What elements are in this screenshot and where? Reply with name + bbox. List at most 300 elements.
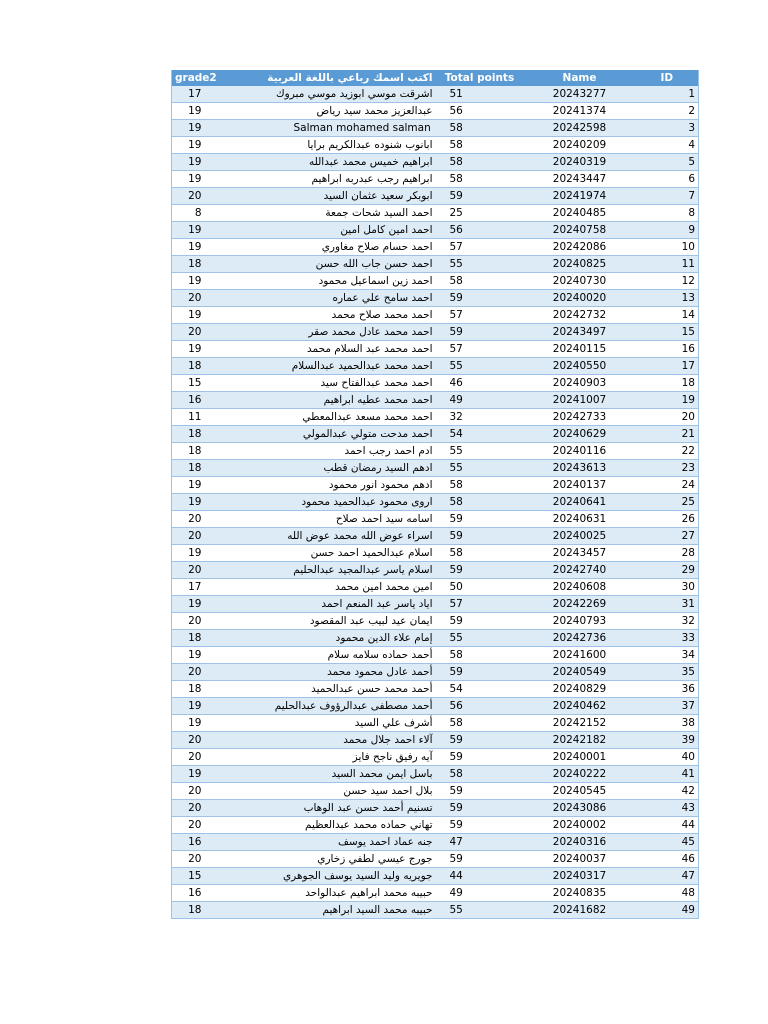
grades-table [171,70,699,919]
total-points-cell[interactable]: 47 [436,834,524,851]
arabic-name-cell[interactable]: حبيبه محمد السيد ابراهيم [232,902,436,919]
header-id[interactable]: ID [636,70,699,86]
table-row [172,392,699,409]
total-points-cell[interactable]: 58 [436,171,524,188]
grade-cell[interactable]: 20 [172,817,232,834]
table-row [172,868,699,885]
name-cell[interactable]: 20240545 [524,783,636,800]
id-cell[interactable]: 43 [636,800,699,817]
name-cell[interactable]: 20240829 [524,681,636,698]
id-cell[interactable]: 19 [636,392,699,409]
grade-cell[interactable]: 17 [172,86,232,103]
name-cell[interactable]: 20240209 [524,137,636,154]
arabic-name-cell[interactable]: احمد محمد مسعد عبدالمعطي [232,409,436,426]
grade-cell[interactable]: 19 [172,596,232,613]
name-cell[interactable]: 20242269 [524,596,636,613]
name-cell[interactable]: 20242086 [524,239,636,256]
id-cell[interactable]: 42 [636,783,699,800]
table-row [172,154,699,171]
table-row [172,851,699,868]
arabic-name-cell[interactable]: حبيبه محمد ابراهيم عبدالواحد [232,885,436,902]
arabic-name-cell[interactable]: باسل ايمن محمد السيد [232,766,436,783]
grade-cell[interactable]: 20 [172,324,232,341]
id-cell[interactable]: 40 [636,749,699,766]
grade-cell[interactable]: 18 [172,256,232,273]
grade-cell[interactable]: 16 [172,834,232,851]
name-cell[interactable]: 20241682 [524,902,636,919]
arabic-name-cell[interactable]: اروى محمود عبدالحميد محمود [232,494,436,511]
arabic-name-cell[interactable]: احمد السيد شحات جمعة [232,205,436,222]
name-cell[interactable]: 20240793 [524,613,636,630]
name-cell[interactable]: 20240002 [524,817,636,834]
name-cell[interactable]: 20240116 [524,443,636,460]
id-cell[interactable]: 11 [636,256,699,273]
id-cell[interactable]: 17 [636,358,699,375]
table-row [172,902,699,919]
arabic-name-cell[interactable]: احمد حسام صلاح مغاوري [232,239,436,256]
id-cell[interactable]: 27 [636,528,699,545]
name-cell[interactable]: 20240825 [524,256,636,273]
name-cell[interactable]: 20243086 [524,800,636,817]
total-points-cell[interactable]: 55 [436,358,524,375]
grade-cell[interactable]: 18 [172,426,232,443]
table-row [172,103,699,120]
name-cell[interactable]: 20240319 [524,154,636,171]
id-cell[interactable]: 30 [636,579,699,596]
total-points-cell[interactable]: 59 [436,188,524,205]
name-cell[interactable]: 20241007 [524,392,636,409]
name-cell[interactable]: 20240316 [524,834,636,851]
id-cell[interactable]: 23 [636,460,699,477]
arabic-name-cell[interactable]: ايمان عيد لبيب عبد المقصود [232,613,436,630]
total-points-cell[interactable]: 58 [436,154,524,171]
table-row [172,664,699,681]
name-cell[interactable]: 20241374 [524,103,636,120]
table-row [172,443,699,460]
total-points-cell[interactable]: 59 [436,613,524,630]
id-cell[interactable]: 47 [636,868,699,885]
id-cell[interactable]: 1 [636,86,699,103]
name-cell[interactable]: 20243613 [524,460,636,477]
id-cell[interactable]: 45 [636,834,699,851]
name-cell[interactable]: 20240137 [524,477,636,494]
arabic-name-cell[interactable]: أحمد مصطفى عبدالرؤوف عبدالحليم [232,698,436,715]
total-points-cell[interactable]: 59 [436,290,524,307]
id-cell[interactable]: 22 [636,443,699,460]
arabic-name-cell[interactable]: ابوبكر سعيد عثمان السيد [232,188,436,205]
header-arabic-name[interactable]: اكتب اسمك رباعي باللغة العربية [232,70,436,86]
total-points-cell[interactable]: 49 [436,392,524,409]
total-points-cell[interactable]: 25 [436,205,524,222]
table-row [172,834,699,851]
arabic-name-cell[interactable]: احمد محمد عطيه ابراهيم [232,392,436,409]
grade-cell[interactable]: 16 [172,392,232,409]
table-row [172,545,699,562]
name-cell[interactable]: 20240037 [524,851,636,868]
name-cell[interactable]: 20240222 [524,766,636,783]
id-cell[interactable]: 41 [636,766,699,783]
total-points-cell[interactable]: 57 [436,596,524,613]
total-points-cell[interactable]: 58 [436,545,524,562]
id-cell[interactable]: 38 [636,715,699,732]
grade-cell[interactable]: 18 [172,358,232,375]
id-cell[interactable]: 7 [636,188,699,205]
table-row [172,239,699,256]
grade-cell[interactable]: 17 [172,579,232,596]
table-row [172,460,699,477]
id-cell[interactable]: 29 [636,562,699,579]
grade-cell[interactable]: 19 [172,120,232,137]
arabic-name-cell[interactable]: أحمد محمد حسن عبدالحميد [232,681,436,698]
name-cell[interactable]: 20242733 [524,409,636,426]
table-row [172,477,699,494]
arabic-name-cell[interactable]: آيه رفيق ناجح فايز [232,749,436,766]
total-points-cell[interactable]: 56 [436,698,524,715]
name-cell[interactable]: 20243497 [524,324,636,341]
arabic-name-cell[interactable]: احمد حسن جاب الله حسن [232,256,436,273]
arabic-name-cell[interactable]: احمد محمد عادل محمد صقر [232,324,436,341]
table-row [172,511,699,528]
total-points-cell[interactable]: 51 [436,86,524,103]
id-cell[interactable]: 49 [636,902,699,919]
arabic-name-cell[interactable]: ابراهيم خميس محمد عبدالله [232,154,436,171]
grade-cell[interactable]: 20 [172,800,232,817]
grade-cell[interactable]: 19 [172,341,232,358]
grade-cell[interactable]: 20 [172,290,232,307]
total-points-cell[interactable]: 44 [436,868,524,885]
arabic-name-cell[interactable]: احمد محمد عبدالفتاح سيد [232,375,436,392]
name-cell[interactable]: 20242740 [524,562,636,579]
header-grade[interactable]: grade2 [172,70,232,86]
grade-cell[interactable]: 20 [172,783,232,800]
total-points-cell[interactable]: 59 [436,664,524,681]
table-row [172,630,699,647]
total-points-cell[interactable]: 56 [436,222,524,239]
table-row [172,290,699,307]
table-row [172,579,699,596]
table-row [172,86,699,103]
table-row [172,528,699,545]
table-row [172,256,699,273]
arabic-name-cell[interactable]: ابانوب شنوده عبدالكريم برايا [232,137,436,154]
header-total-points[interactable]: Total points [436,70,524,86]
grade-cell[interactable]: 19 [172,154,232,171]
total-points-cell[interactable]: 58 [436,715,524,732]
table-row [172,647,699,664]
name-cell[interactable]: 20240462 [524,698,636,715]
id-cell[interactable]: 28 [636,545,699,562]
total-points-cell[interactable]: 58 [436,120,524,137]
name-cell[interactable]: 20240835 [524,885,636,902]
name-cell[interactable]: 20240549 [524,664,636,681]
arabic-name-cell[interactable]: اشرقت موسي ابوزيد موسي مبروك [232,86,436,103]
id-cell[interactable]: 21 [636,426,699,443]
arabic-name-cell[interactable]: ادم احمد رجب احمد [232,443,436,460]
table-row [172,681,699,698]
grade-cell[interactable]: 19 [172,647,232,664]
arabic-name-cell[interactable]: احمد مدحت متولي عبدالمولي [232,426,436,443]
name-cell[interactable]: 20240317 [524,868,636,885]
id-cell[interactable]: 25 [636,494,699,511]
table-row [172,613,699,630]
name-cell[interactable]: 20240629 [524,426,636,443]
total-points-cell[interactable]: 59 [436,511,524,528]
grade-cell[interactable]: 15 [172,375,232,392]
total-points-cell[interactable]: 55 [436,460,524,477]
arabic-name-cell[interactable]: إمام علاء الدين محمود [232,630,436,647]
total-points-cell[interactable]: 54 [436,426,524,443]
grade-cell[interactable]: 16 [172,885,232,902]
grade-cell[interactable]: 20 [172,562,232,579]
total-points-cell[interactable]: 59 [436,732,524,749]
table-row [172,358,699,375]
id-cell[interactable]: 10 [636,239,699,256]
name-cell[interactable]: 20240001 [524,749,636,766]
arabic-name-cell[interactable]: جنه عماد احمد يوسف [232,834,436,851]
arabic-name-cell[interactable]: أشرف علي السيد [232,715,436,732]
grade-cell[interactable]: 18 [172,460,232,477]
table-row [172,783,699,800]
arabic-name-cell[interactable]: اسلام عبدالحميد احمد حسن [232,545,436,562]
arabic-name-cell[interactable]: جويريه وليد السيد يوسف الجوهري [232,868,436,885]
grade-cell[interactable]: 19 [172,103,232,120]
total-points-cell[interactable]: 49 [436,885,524,902]
grade-cell[interactable]: 19 [172,222,232,239]
arabic-name-cell[interactable]: تسنيم أحمد حسن عبد الوهاب [232,800,436,817]
table-row [172,120,699,137]
table-body [172,86,699,919]
total-points-cell[interactable]: 59 [436,783,524,800]
total-points-cell[interactable]: 55 [436,256,524,273]
total-points-cell[interactable]: 50 [436,579,524,596]
arabic-name-cell[interactable]: عبدالعزيز محمد سيد رياض [232,103,436,120]
id-cell[interactable]: 44 [636,817,699,834]
total-points-cell[interactable]: 54 [436,681,524,698]
table-row [172,273,699,290]
name-cell[interactable]: 20240020 [524,290,636,307]
total-points-cell[interactable]: 58 [436,647,524,664]
name-cell[interactable]: 20240631 [524,511,636,528]
grade-cell[interactable]: 20 [172,511,232,528]
table-row [172,375,699,392]
id-cell[interactable]: 26 [636,511,699,528]
id-cell[interactable]: 9 [636,222,699,239]
arabic-name-cell[interactable] [232,120,436,137]
table-row [172,137,699,154]
table-row [172,188,699,205]
grade-cell[interactable]: 20 [172,732,232,749]
name-cell[interactable]: 20240730 [524,273,636,290]
total-points-cell[interactable]: 56 [436,103,524,120]
id-cell[interactable]: 48 [636,885,699,902]
arabic-name-cell[interactable]: أحمد حماده سلامه سلام [232,647,436,664]
table-row [172,324,699,341]
total-points-cell[interactable]: 59 [436,851,524,868]
grade-cell[interactable]: 20 [172,188,232,205]
arabic-name-cell[interactable]: اسلام ياسر عبدالمجيد عبدالحليم [232,562,436,579]
table-row [172,307,699,324]
id-cell[interactable]: 34 [636,647,699,664]
total-points-cell[interactable]: 57 [436,307,524,324]
id-cell[interactable]: 14 [636,307,699,324]
arabic-name-cell[interactable]: اسراء عوض الله محمد عوض الله [232,528,436,545]
name-cell[interactable]: 20240025 [524,528,636,545]
arabic-name-cell[interactable]: أحمد عادل محمود محمد [232,664,436,681]
grade-cell[interactable]: 18 [172,681,232,698]
id-cell[interactable]: 36 [636,681,699,698]
table-row [172,732,699,749]
grade-cell[interactable]: 15 [172,868,232,885]
total-points-cell[interactable]: 59 [436,324,524,341]
name-cell[interactable]: 20243277 [524,86,636,103]
arabic-name-cell[interactable]: آلاء احمد جلال محمد [232,732,436,749]
total-points-cell[interactable]: 59 [436,817,524,834]
grade-cell[interactable]: 20 [172,613,232,630]
id-cell[interactable]: 20 [636,409,699,426]
table-row [172,596,699,613]
table-row [172,341,699,358]
name-cell[interactable]: 20242182 [524,732,636,749]
arabic-name-text: Salman mohamed salman [293,122,431,134]
arabic-name-cell[interactable]: احمد محمد صلاح محمد [232,307,436,324]
table-row [172,715,699,732]
id-cell[interactable]: 6 [636,171,699,188]
grade-cell[interactable]: 19 [172,307,232,324]
total-points-cell[interactable]: 58 [436,766,524,783]
header-name[interactable]: Name [524,70,636,86]
id-cell[interactable]: 24 [636,477,699,494]
grade-cell[interactable]: 20 [172,664,232,681]
name-cell[interactable]: 20240903 [524,375,636,392]
total-points-cell[interactable]: 57 [436,341,524,358]
total-points-cell[interactable]: 59 [436,800,524,817]
total-points-cell[interactable]: 58 [436,137,524,154]
name-cell[interactable]: 20243457 [524,545,636,562]
arabic-name-cell[interactable]: اياد ياسر عبد المنعم احمد [232,596,436,613]
total-points-cell[interactable]: 59 [436,528,524,545]
id-cell[interactable]: 8 [636,205,699,222]
id-cell[interactable]: 32 [636,613,699,630]
arabic-name-cell[interactable]: جورج عيسي لطفي زخاري [232,851,436,868]
arabic-name-cell[interactable]: ادهم محمود انور محمود [232,477,436,494]
grade-cell[interactable]: 20 [172,749,232,766]
grade-cell[interactable]: 19 [172,171,232,188]
grade-cell[interactable]: 19 [172,766,232,783]
id-cell[interactable]: 5 [636,154,699,171]
id-cell[interactable]: 37 [636,698,699,715]
grade-cell[interactable]: 19 [172,545,232,562]
name-cell[interactable]: 20242732 [524,307,636,324]
arabic-name-cell[interactable]: احمد زين اسماعيل محمود [232,273,436,290]
table-row [172,171,699,188]
grade-cell[interactable]: 20 [172,851,232,868]
total-points-cell[interactable]: 57 [436,239,524,256]
name-cell[interactable]: 20241974 [524,188,636,205]
id-cell[interactable]: 18 [636,375,699,392]
grade-cell[interactable]: 18 [172,630,232,647]
id-cell[interactable]: 13 [636,290,699,307]
id-cell[interactable]: 16 [636,341,699,358]
arabic-name-cell[interactable]: اسامه سيد احمد صلاح [232,511,436,528]
id-cell[interactable]: 2 [636,103,699,120]
total-points-cell[interactable]: 55 [436,443,524,460]
arabic-name-cell[interactable]: احمد محمد عبدالحميد عبدالسلام [232,358,436,375]
arabic-name-cell[interactable]: بلال احمد سيد حسن [232,783,436,800]
id-cell[interactable]: 12 [636,273,699,290]
name-cell[interactable]: 20241600 [524,647,636,664]
name-cell[interactable]: 20243447 [524,171,636,188]
table-row [172,749,699,766]
name-cell[interactable]: 20242736 [524,630,636,647]
table-row [172,494,699,511]
grade-cell[interactable]: 19 [172,715,232,732]
grade-cell[interactable]: 18 [172,443,232,460]
total-points-cell[interactable]: 46 [436,375,524,392]
total-points-cell[interactable]: 59 [436,562,524,579]
grade-cell[interactable]: 19 [172,494,232,511]
table-row [172,205,699,222]
id-cell[interactable]: 15 [636,324,699,341]
arabic-name-cell[interactable]: احمد سامح علي عماره [232,290,436,307]
name-cell[interactable]: 20242598 [524,120,636,137]
grade-cell[interactable]: 19 [172,137,232,154]
total-points-cell[interactable]: 55 [436,902,524,919]
id-cell[interactable]: 3 [636,120,699,137]
id-cell[interactable]: 4 [636,137,699,154]
grade-cell[interactable]: 20 [172,528,232,545]
grade-cell[interactable]: 11 [172,409,232,426]
id-cell[interactable]: 39 [636,732,699,749]
total-points-cell[interactable]: 58 [436,494,524,511]
table-row [172,766,699,783]
total-points-cell[interactable]: 58 [436,477,524,494]
arabic-name-cell[interactable]: امين محمد امين محمد [232,579,436,596]
header-row [172,70,699,86]
grade-cell[interactable]: 8 [172,205,232,222]
arabic-name-cell[interactable]: تهاني حماده محمد عبدالعظيم [232,817,436,834]
total-points-cell[interactable]: 58 [436,273,524,290]
name-cell[interactable]: 20240115 [524,341,636,358]
name-cell[interactable]: 20242152 [524,715,636,732]
grade-cell[interactable]: 19 [172,273,232,290]
table-row [172,817,699,834]
table-row [172,409,699,426]
arabic-name-cell[interactable]: ابراهيم رجب عبدربه ابراهيم [232,171,436,188]
name-cell[interactable]: 20240608 [524,579,636,596]
arabic-name-cell[interactable]: احمد محمد عبد السلام محمد [232,341,436,358]
id-cell[interactable]: 31 [636,596,699,613]
name-cell[interactable]: 20240485 [524,205,636,222]
total-points-cell[interactable]: 59 [436,749,524,766]
name-cell[interactable]: 20240641 [524,494,636,511]
name-cell[interactable]: 20240758 [524,222,636,239]
table-row [172,698,699,715]
name-cell[interactable]: 20240550 [524,358,636,375]
id-cell[interactable]: 33 [636,630,699,647]
table-row [172,222,699,239]
arabic-name-cell[interactable]: ادهم السيد رمضان قطب [232,460,436,477]
grade-cell[interactable]: 18 [172,902,232,919]
grade-cell[interactable]: 19 [172,477,232,494]
total-points-cell[interactable]: 32 [436,409,524,426]
id-cell[interactable]: 35 [636,664,699,681]
arabic-name-cell[interactable]: احمد امين كامل امين [232,222,436,239]
total-points-cell[interactable]: 55 [436,630,524,647]
grade-cell[interactable]: 19 [172,698,232,715]
grade-cell[interactable]: 19 [172,239,232,256]
table-row [172,426,699,443]
id-cell[interactable]: 46 [636,851,699,868]
